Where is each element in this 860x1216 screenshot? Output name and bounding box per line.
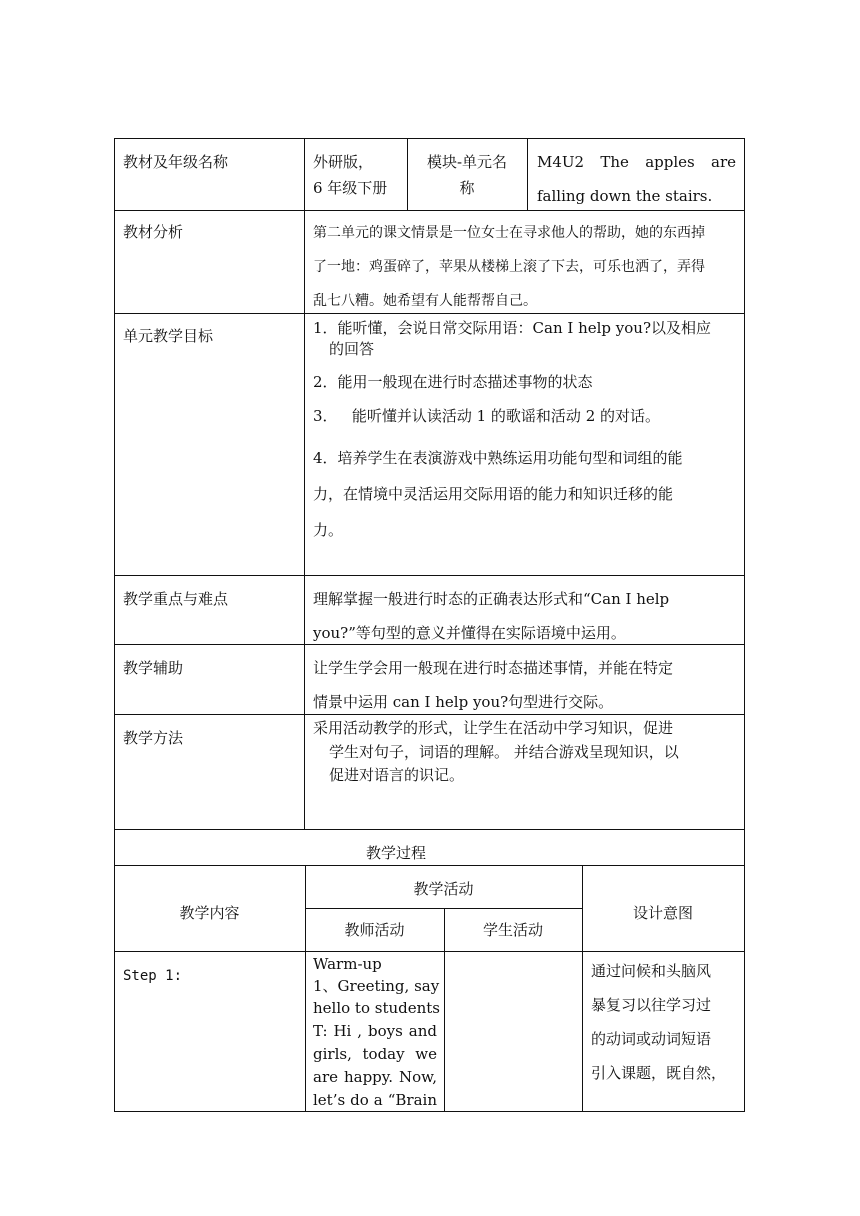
unit-title-line1: M4U2 The apples are [537, 153, 736, 171]
teacher-activity-line: 1、Greeting, say [313, 977, 440, 995]
table-border-top [114, 138, 745, 139]
method-line1: 采用活动教学的形式，让学生在活动中学习知识，促进 [313, 719, 674, 737]
design-intent-line: 暴复习以往学习过 [591, 996, 712, 1014]
analysis-line2: 了一地：鸡蛋碎了，苹果从楼梯上滚了下去，可乐也洒了，弄得 [313, 259, 705, 275]
key-line1: 理解掌握一般进行时态的正确表达形式和“Can I help [313, 590, 670, 608]
goal-1-line2: 的回答 [329, 340, 375, 358]
goal-1-line1: 1．能听懂，会说日常交际用语：Can I help you?以及相应 [313, 319, 711, 337]
row-divider-goals [114, 313, 745, 314]
row-divider-step1 [114, 951, 745, 952]
key-line2: you?”等句型的意义并懂得在实际语境中运用。 [313, 624, 626, 642]
row-divider-process [114, 829, 745, 830]
row-divider-key [114, 575, 745, 576]
teaching-activity-header: 教学活动 [413, 880, 474, 898]
column-divider-module [527, 138, 528, 211]
edition-line1: 外研版， [313, 153, 374, 171]
table-border-right [744, 138, 745, 1112]
method-line2: 学生对句子，词语的理解。 并结合游戏呈现知识，以 [329, 743, 679, 761]
design-intent-line: 引入课题，既自然， [591, 1064, 727, 1082]
method-line3: 促进对语言的识记。 [329, 766, 465, 784]
teaching-aids-label: 教学辅助 [123, 659, 184, 677]
textbook-grade-label: 教材及年级名称 [123, 153, 229, 171]
table-border-bottom [114, 1111, 745, 1112]
teacher-activity-header: 教师活动 [344, 921, 405, 939]
teacher-activity-line: are happy. Now, [313, 1068, 437, 1086]
design-intent-header: 设计意图 [632, 904, 693, 922]
teacher-activity-line: hello to students [313, 999, 441, 1017]
teacher-activity-line: girls, today we [313, 1045, 437, 1063]
teacher-activity-line: let’s do a “Brain [313, 1091, 437, 1109]
teaching-process-header: 教学过程 [366, 844, 427, 862]
design-intent-line: 通过问候和头脑风 [591, 962, 712, 980]
column-divider-edition [407, 138, 408, 211]
goal-4-line3: 力。 [313, 521, 344, 539]
goal-4-line1: 4．培养学生在表演游戏中熟练运用功能句型和词组的能 [313, 449, 683, 467]
module-unit-label-line2: 称 [459, 179, 475, 197]
aids-line2: 情景中运用 can I help you?句型进行交际。 [313, 693, 614, 711]
table-border-left [114, 138, 115, 1112]
key-difficult-label: 教学重点与难点 [123, 590, 229, 608]
row-divider-analysis [114, 210, 745, 211]
row-divider-headers [114, 865, 745, 866]
goal-2: 2．能用一般现在进行时态描述事物的状态 [313, 373, 593, 391]
row-divider-method [114, 714, 745, 715]
teaching-content-header: 教学内容 [179, 904, 240, 922]
analysis-label: 教材分析 [123, 223, 184, 241]
step-1-label: Step 1: [123, 968, 183, 984]
analysis-line1: 第二单元的课文情景是一位女士在寻求他人的帮助，她的东西掉 [313, 225, 705, 241]
teaching-method-label: 教学方法 [123, 729, 184, 747]
column-divider-content [305, 865, 306, 1112]
analysis-line3: 乱七八糟。她希望有人能帮帮自己。 [313, 293, 537, 309]
aids-line1: 让学生学会用一般现在进行时态描述事情，并能在特定 [313, 659, 674, 677]
design-intent-line: 的动词或动词短语 [591, 1030, 712, 1048]
edition-line2: 6 年级下册 [313, 179, 388, 197]
module-unit-label-line1: 模块-单元名 [426, 153, 508, 171]
student-activity-header: 学生活动 [482, 921, 543, 939]
goals-label: 单元教学目标 [123, 327, 214, 345]
teacher-activity-line: T: Hi , boys and [313, 1022, 437, 1040]
column-divider-label [304, 138, 305, 830]
unit-title-line2: falling down the stairs. [537, 187, 713, 205]
goal-4-line2: 力，在情境中灵活运用交际用语的能力和知识迁移的能 [313, 485, 674, 503]
goal-3: 3． 能听懂并认读活动 1 的歌谣和活动 2 的对话。 [313, 407, 661, 425]
teacher-activity-line: Warm-up [313, 955, 382, 973]
